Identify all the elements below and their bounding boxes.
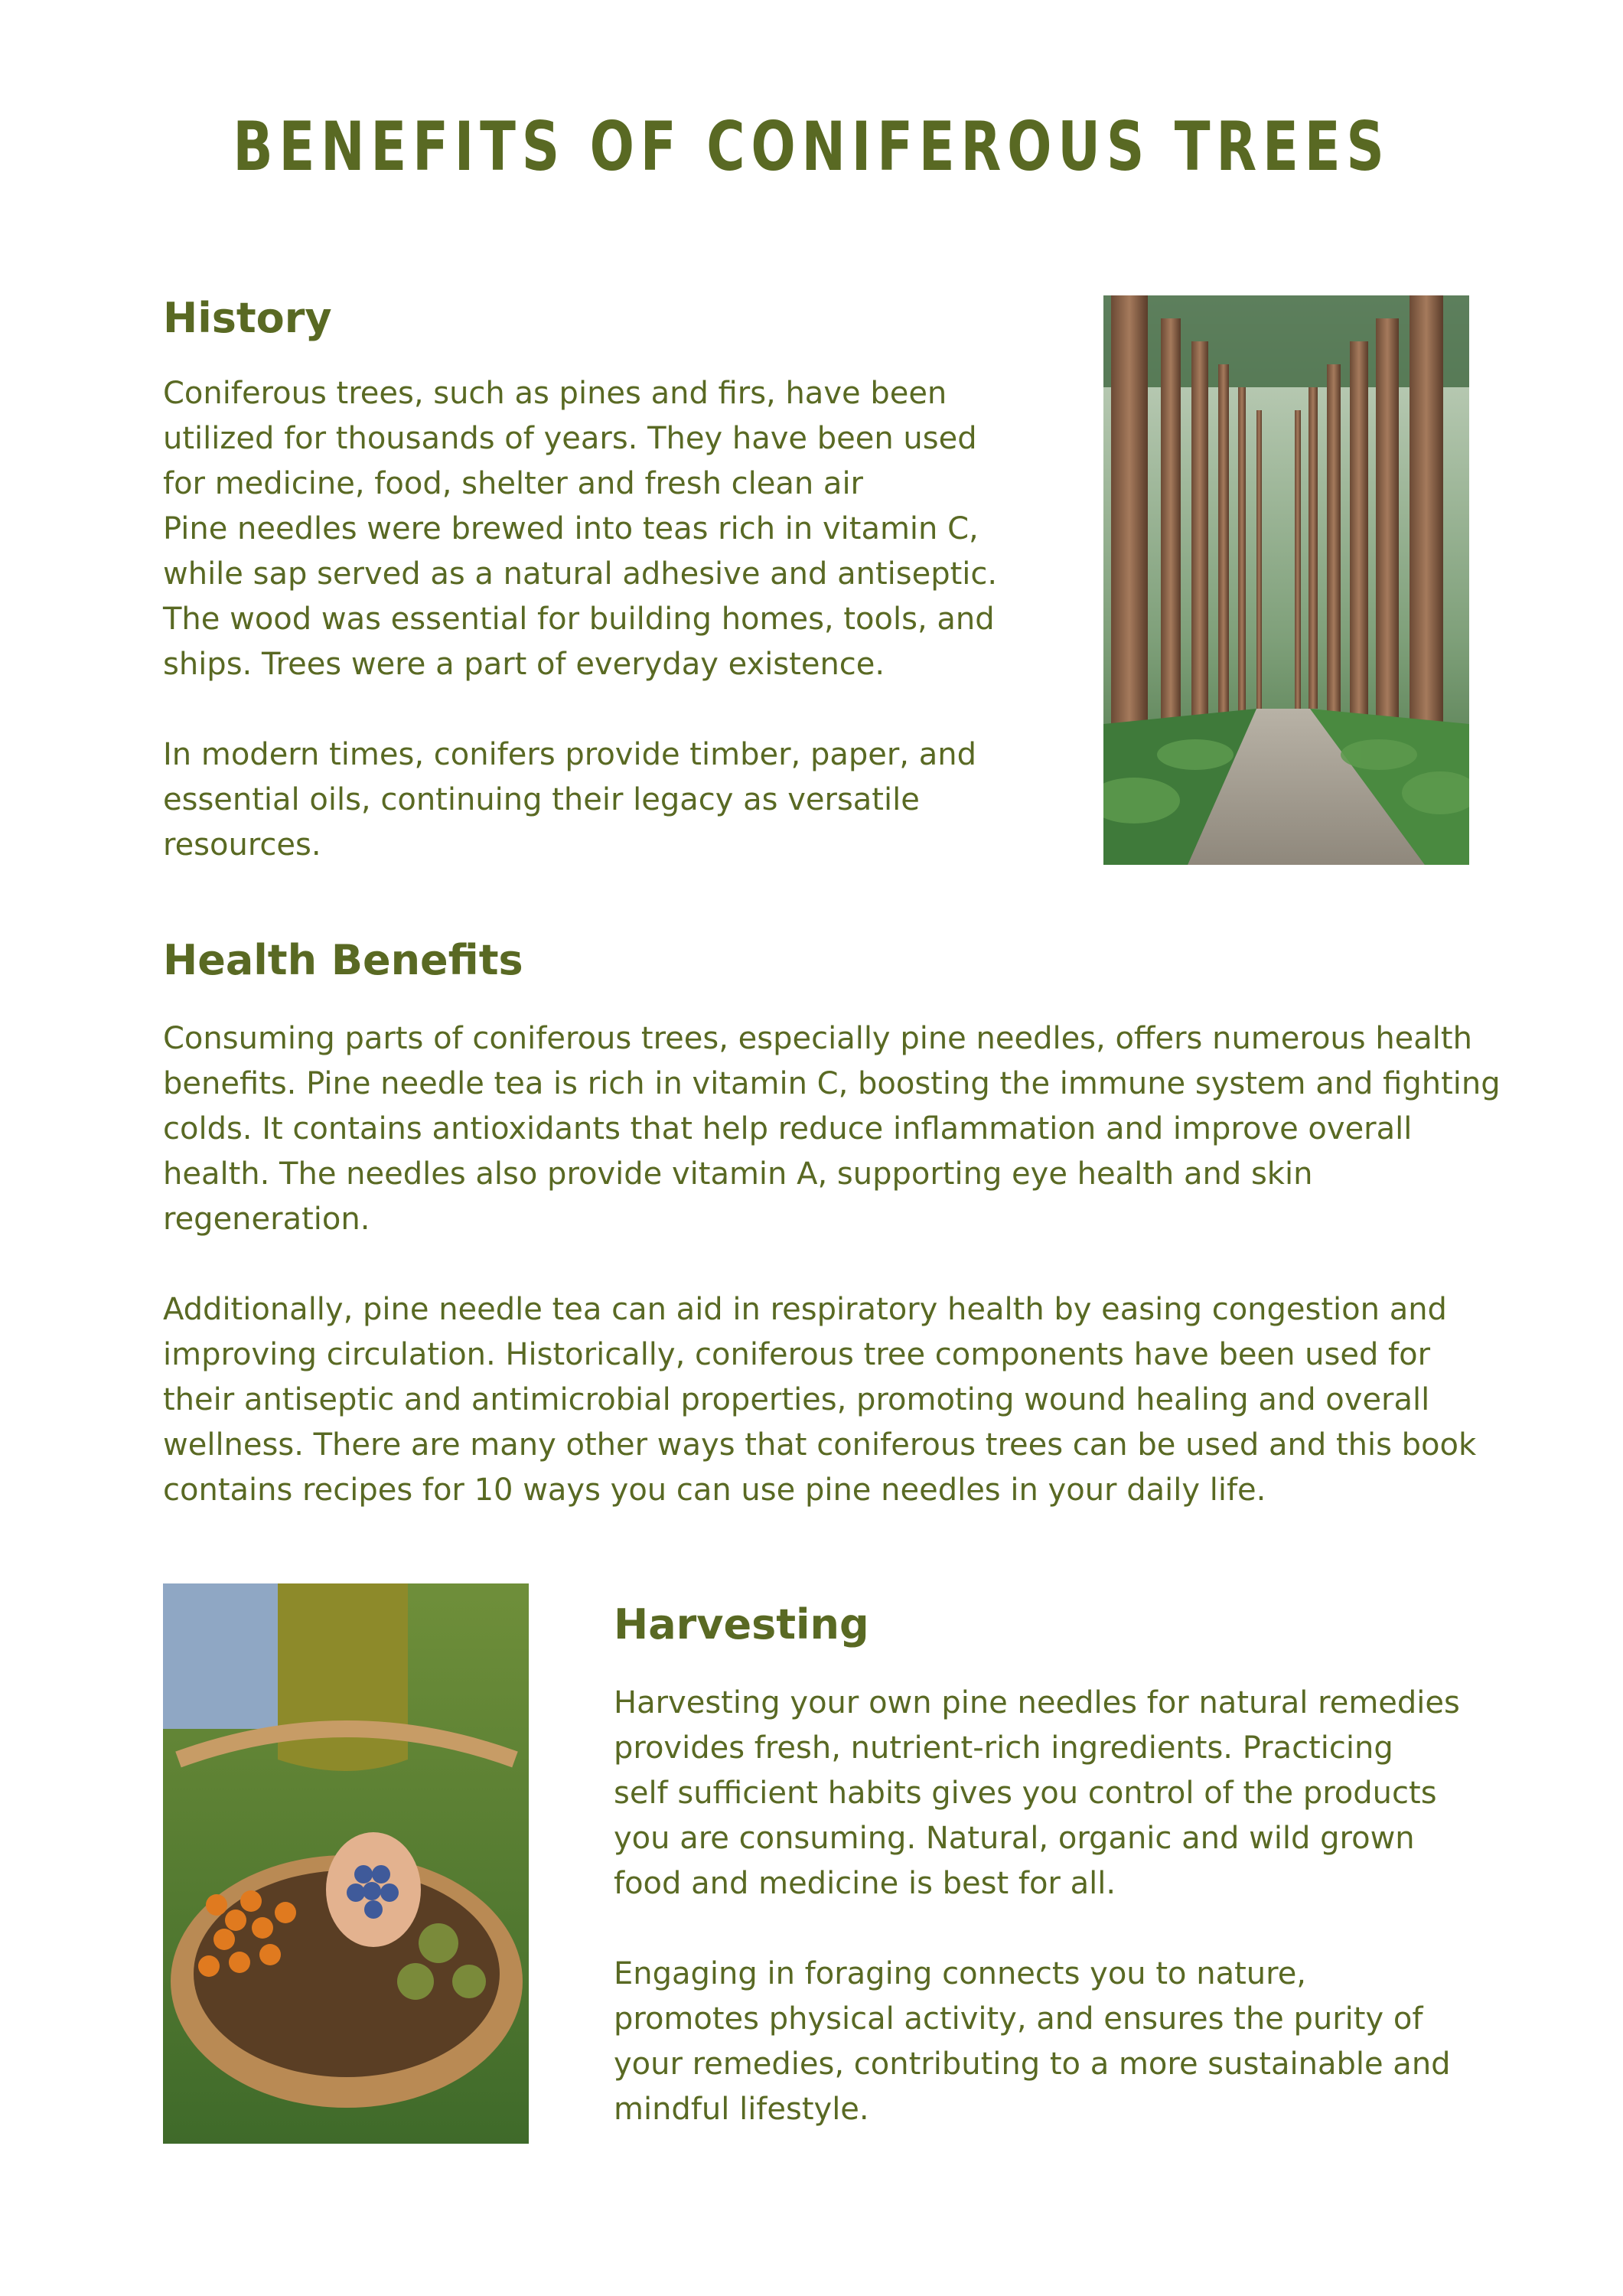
- harvesting-heading: Harvesting: [614, 1600, 869, 1649]
- health-benefits-heading: Health Benefits: [163, 936, 523, 984]
- page-title: BENEFITS OF CONIFEROUS TREES: [233, 107, 1390, 186]
- foraging-basket-photo: [163, 1583, 529, 2144]
- health-paragraph-1: Consuming parts of coniferous trees, especially pine needles, offers numerous health benefits. Pine needle tea is rich in vitamin C, boosting the immune system and fighting colds. It contains antioxidants that help reduce inflammation and improve overall health. The needles also provide vitamin A, supporting eye health and skin regeneration.: [163, 1021, 1501, 1237]
- history-paragraph-1: Coniferous trees, such as pines and firs, have been utilized for thousands of years. They have been used for medicine, food, shelter and fresh clean air Pine needles were brewed into teas rich in vitamin C, while sap served as a natural adhesive and antiseptic. The wood was essential for building homes, tools, and ships. Trees were a part of everyday existence.: [163, 376, 998, 682]
- health-paragraph-2: Additionally, pine needle tea can aid in respiratory health by easing congestion and improving circulation. Historically, coniferous tree components have been used for their antiseptic and antimicrobial properties, promoting wound healing and overall wellness. There are many other ways that coniferous trees can be used and this book contains recipes for 10 ways you can use pine needles in your daily life.: [163, 1292, 1477, 1508]
- harvesting-paragraph-1: Harvesting your own pine needles for natural remedies provides fresh, nutrient-rich ingredients. Practicing self sufficient habits gives you control of the products you are consuming. Natural, organic and wild grown food and medicine is best for all.: [614, 1685, 1460, 1901]
- harvesting-paragraph-2: Engaging in foraging connects you to nature, promotes physical activity, and ensures the purity of your remedies, contributing to a more sustainable and mindful lifestyle.: [614, 1956, 1451, 2127]
- history-heading: History: [163, 294, 332, 342]
- history-paragraph-2: In modern times, conifers provide timber, paper, and essential oils, continuing their legacy as versatile resources.: [163, 737, 976, 863]
- forest-path-photo: [1103, 295, 1469, 865]
